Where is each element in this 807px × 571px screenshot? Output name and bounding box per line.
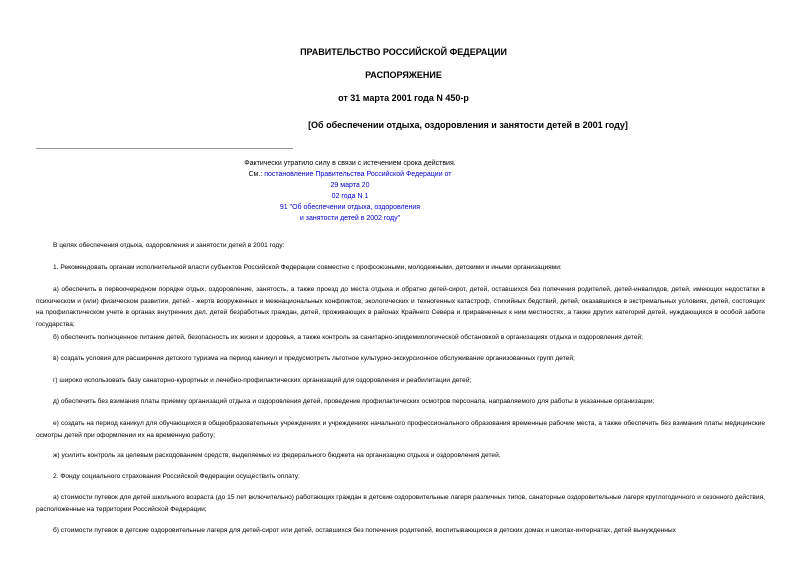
paragraph-1g: ж) усилить контроль за целевым расходованием средств, выделяемых из федерального бюджета на организацию отдыха и оздоровления детей. [53,452,501,459]
paragraph-1e: д) обеспечить без взимания платы приемку организаций отдыха и оздоровления детей, проведение профилактических осмотров персонала, направляемого для работы в указанные организации; [53,398,655,405]
header-divider [36,148,293,149]
paragraph-1d: г) широко использовать базу санаторно-курортных и лечебно-профилактических организаций для оздоровления и реабилитации детей; [53,377,472,384]
notice-link-part4[interactable]: 91 "Об обеспечении отдыха, оздоровления [279,204,421,211]
paragraph-1f: е) создать на период каникул для обучающихся в общеобразовательных учреждениях и учреждениях начального профессионального образования временные рабочие места, а также обеспечить без взимания платы медицинские осмотры детей при оформлении их на временную работу; [36,420,765,439]
status-notice [200,158,500,224]
notice-see-prefix: См.: [248,171,263,178]
government-heading: ПРАВИТЕЛЬСТВО РОССИЙСКОЙ ФЕДЕРАЦИИ [300,47,507,57]
date-number-heading: от 31 марта 2001 года N 450-р [338,93,469,103]
notice-link-part3[interactable]: 02 года N 1 [331,193,369,200]
paragraph-2: 2. Фонду социального страхования Российской Федерации осуществить оплату: [53,473,300,480]
notice-see-line [200,169,500,180]
document-title: [Об обеспечении отдыха, оздоровления и занятости детей в 2001 году] [308,120,628,130]
notice-link-part5[interactable]: и занятости детей в 2002 году" [299,215,401,222]
notice-status: Фактически утратило силу в связи с истечением срока действия. [244,160,456,167]
notice-link-part1[interactable]: постановление Правительства Российской Федерации от [264,171,452,178]
paragraph-2b: б) стоимости путевок в детские оздоровительные лагеря для детей-сирот или детей, оставшихся без попечения родителей, воспитывающихся в детских домах и школах-интернатах, детей вынужденных [53,527,676,534]
notice-link-part2[interactable]: 29 марта 20 [330,182,370,189]
paragraph-1b: б) обеспечить полноценное питание детей, безопасность их жизни и здоровья, а также контроль за санитарно-эпидемиологической обстановкой в организациях отдыха и оздоровления детей; [53,334,644,341]
paragraph-1a: а) обеспечить в первоочередном порядке отдых, оздоровление, занятость, а также проезд до места отдыха и обратно детей-сирот, детей, оставшихся без попечения родителей, детей-инвалидов, детей, имеющих недостатки в психическом и (или) физическом развитии, детей - жертв вооруженных и межнациональных конфликтов, экологических и техногенных катастроф, стихийных бедствий, детей, оказавшихся в экстремальных условиях, детей, состоящих на профилактическом учете в органах внутренних дел, детей безработных граждан, детей, проживающих в районах Крайнего Севера и приравненных к ним местностях, а также других категорий детей, нуждающихся в особой заботе государства; [36,286,765,328]
paragraph-2a: а) стоимости путевок для детей школьного возраста (до 15 лет включительно) работающих граждан в детские оздоровительные лагеря различных типов, санаторные оздоровительные лагеря круглогодичного и сезонного действия, расположенные на территории Российской Федерации; [36,494,765,513]
paragraph-intro: В целях обеспечения отдыха, оздоровления и занятости детей в 2001 году: [53,242,285,249]
paragraph-1c: в) создать условия для расширения детского туризма на период каникул и предусмотреть льготное культурно-экскурсионное обслуживание организованных групп детей; [53,355,575,362]
paragraph-1: 1. Рекомендовать органам исполнительной власти субъектов Российской Федерации совместно с профсоюзными, молодежными, детскими и иными организациями: [53,264,562,271]
document-type-heading: РАСПОРЯЖЕНИЕ [365,70,442,80]
